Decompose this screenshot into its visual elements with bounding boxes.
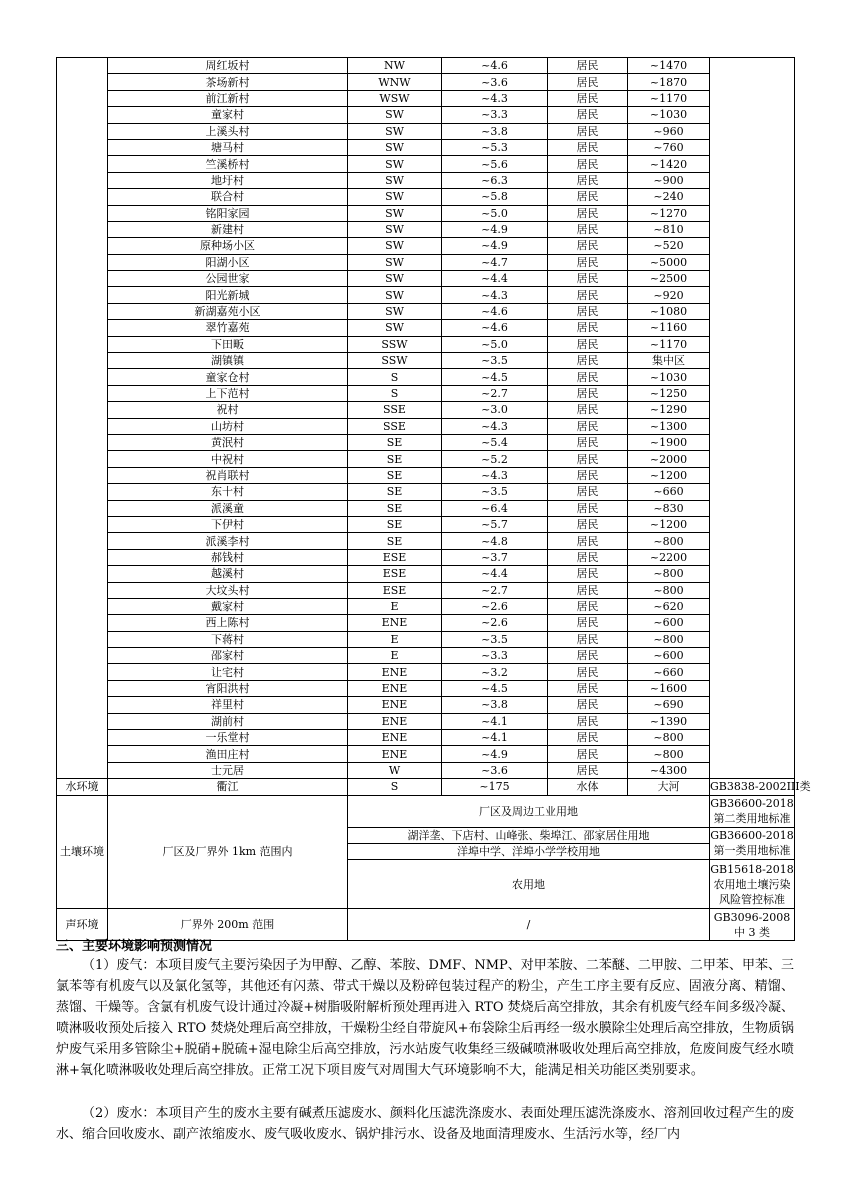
table-row — [57, 353, 795, 369]
receptor-type: 居民 — [548, 172, 628, 188]
receptor-scale: ~600 — [628, 648, 710, 664]
water-scale: 大河 — [628, 779, 710, 795]
table-row — [57, 271, 795, 287]
table-row — [57, 697, 795, 713]
category-cell-air — [57, 58, 108, 779]
soil-area: 厂区及周边工业用地 — [348, 795, 710, 827]
receptor-name: 让宅村 — [108, 664, 348, 680]
receptor-distance: ~4.3 — [442, 287, 548, 303]
receptor-scale: ~800 — [628, 631, 710, 647]
receptor-type: 居民 — [548, 615, 628, 631]
receptor-name: 阳光新城 — [108, 287, 348, 303]
table-row — [57, 451, 795, 467]
water-direction: S — [348, 779, 442, 795]
table-row — [57, 598, 795, 614]
receptor-name: 茶场新村 — [108, 74, 348, 90]
receptor-scale: ~1300 — [628, 418, 710, 434]
receptor-type: 居民 — [548, 680, 628, 696]
receptor-name: 祝肖联村 — [108, 467, 348, 483]
receptor-name: 翠竹嘉苑 — [108, 320, 348, 336]
receptor-direction: ESE — [348, 549, 442, 565]
noise-standard: GB3096-2008 中 3 类 — [710, 909, 795, 941]
receptor-direction: SW — [348, 221, 442, 237]
soil-area: 农用地 — [348, 860, 710, 909]
soil-standard: GB36600-2018 第二类用地标准 — [710, 797, 794, 826]
receptor-direction: SE — [348, 484, 442, 500]
table-row — [57, 287, 795, 303]
table-row — [57, 172, 795, 188]
receptor-scale: ~660 — [628, 484, 710, 500]
receptor-name: 邵家村 — [108, 648, 348, 664]
receptor-direction: SE — [348, 434, 442, 450]
receptor-type: 居民 — [548, 500, 628, 516]
receptor-scale: ~1170 — [628, 90, 710, 106]
receptor-scale: ~1250 — [628, 385, 710, 401]
receptor-distance: ~3.5 — [442, 631, 548, 647]
receptor-type: 居民 — [548, 107, 628, 123]
receptor-name: 东十村 — [108, 484, 348, 500]
sensitive-receptor-table — [56, 57, 811, 941]
receptor-distance: ~4.5 — [442, 680, 548, 696]
table-row-water — [57, 779, 795, 795]
receptor-scale: ~1390 — [628, 713, 710, 729]
receptor-distance: ~3.3 — [442, 648, 548, 664]
receptor-name: 中祝村 — [108, 451, 348, 467]
receptor-distance: ~6.3 — [442, 172, 548, 188]
receptor-type: 居民 — [548, 238, 628, 254]
table-row — [57, 238, 795, 254]
table-row — [57, 139, 795, 155]
category-cell: 土壤环境 — [57, 795, 108, 909]
receptor-scale: ~800 — [628, 730, 710, 746]
table-row — [57, 500, 795, 516]
receptor-distance: ~4.6 — [442, 58, 548, 74]
receptor-type: 居民 — [548, 664, 628, 680]
receptor-scale: ~1080 — [628, 303, 710, 319]
receptor-type: 居民 — [548, 582, 628, 598]
receptor-scale: ~1420 — [628, 156, 710, 172]
receptor-distance: ~4.6 — [442, 303, 548, 319]
receptor-scale: ~4300 — [628, 762, 710, 778]
receptor-name: 祝村 — [108, 402, 348, 418]
table-row — [57, 516, 795, 532]
receptor-scale: ~1870 — [628, 74, 710, 90]
receptor-type: 居民 — [548, 139, 628, 155]
receptor-name: 公园世家 — [108, 271, 348, 287]
table-row — [57, 434, 795, 450]
receptor-distance: ~4.1 — [442, 730, 548, 746]
receptor-direction: NW — [348, 58, 442, 74]
receptor-name: 上溪头村 — [108, 123, 348, 139]
receptor-type: 居民 — [548, 287, 628, 303]
receptor-direction: SE — [348, 516, 442, 532]
receptor-name: 越溪村 — [108, 566, 348, 582]
receptor-direction: SE — [348, 451, 442, 467]
receptor-scale: ~800 — [628, 533, 710, 549]
receptor-distance: ~3.3 — [442, 107, 548, 123]
receptor-scale: ~1200 — [628, 516, 710, 532]
receptor-direction: SW — [348, 123, 442, 139]
receptor-type: 居民 — [548, 221, 628, 237]
receptor-distance: ~4.3 — [442, 467, 548, 483]
receptor-direction: SW — [348, 271, 442, 287]
receptor-scale: ~830 — [628, 500, 710, 516]
table-row — [57, 221, 795, 237]
receptor-scale: ~1160 — [628, 320, 710, 336]
receptor-distance: ~4.9 — [442, 221, 548, 237]
receptor-direction: SSW — [348, 353, 442, 369]
receptor-scale: ~1600 — [628, 680, 710, 696]
receptor-type: 居民 — [548, 402, 628, 418]
receptor-name: 祥里村 — [108, 697, 348, 713]
receptor-name: 下蒋村 — [108, 631, 348, 647]
receptor-type: 居民 — [548, 320, 628, 336]
receptor-type: 居民 — [548, 451, 628, 467]
receptor-distance: ~2.6 — [442, 598, 548, 614]
receptor-type: 居民 — [548, 385, 628, 401]
table-row — [57, 90, 795, 106]
receptor-direction: SW — [348, 287, 442, 303]
receptor-name: 前江新村 — [108, 90, 348, 106]
table-row — [57, 730, 795, 746]
receptor-type: 居民 — [548, 566, 628, 582]
receptor-type: 居民 — [548, 713, 628, 729]
receptor-type: 居民 — [548, 123, 628, 139]
table-row — [57, 746, 795, 762]
receptor-name: 原种场小区 — [108, 238, 348, 254]
receptor-distance: ~5.7 — [442, 516, 548, 532]
receptor-type: 居民 — [548, 746, 628, 762]
receptor-distance: ~4.3 — [442, 90, 548, 106]
soil-scope: 厂区及厂界外 1km 范围内 — [108, 795, 348, 909]
water-name: 衢江 — [108, 779, 348, 795]
receptor-type: 居民 — [548, 467, 628, 483]
receptor-direction: SW — [348, 205, 442, 221]
receptor-type: 居民 — [548, 434, 628, 450]
receptor-scale: ~660 — [628, 664, 710, 680]
receptor-type: 居民 — [548, 369, 628, 385]
receptor-distance: ~3.0 — [442, 402, 548, 418]
receptor-scale: ~2500 — [628, 271, 710, 287]
receptor-distance: ~2.7 — [442, 385, 548, 401]
receptor-scale: ~900 — [628, 172, 710, 188]
receptor-direction: ENE — [348, 730, 442, 746]
receptor-scale: ~810 — [628, 221, 710, 237]
table-row — [57, 205, 795, 221]
receptor-name: 一乐堂村 — [108, 730, 348, 746]
receptor-direction: ENE — [348, 713, 442, 729]
receptor-direction: SSE — [348, 418, 442, 434]
receptor-distance: ~4.1 — [442, 713, 548, 729]
receptor-type: 居民 — [548, 189, 628, 205]
category-cell: 水环境 — [57, 779, 108, 795]
receptor-scale: ~5000 — [628, 254, 710, 270]
receptor-name: 山坊村 — [108, 418, 348, 434]
receptor-type: 居民 — [548, 353, 628, 369]
receptor-scale: ~1900 — [628, 434, 710, 450]
receptor-direction: SW — [348, 172, 442, 188]
soil-area: 湖洋垄、下店村、山峰张、柴埠江、邵家居住用地 — [348, 827, 710, 843]
receptor-distance: ~5.0 — [442, 336, 548, 352]
receptor-direction: SE — [348, 500, 442, 516]
receptor-distance: ~3.8 — [442, 697, 548, 713]
table-row — [57, 582, 795, 598]
receptor-direction: SW — [348, 254, 442, 270]
receptor-distance: ~3.2 — [442, 664, 548, 680]
table-row — [57, 156, 795, 172]
receptor-distance: ~4.8 — [442, 533, 548, 549]
receptor-name: 上下范村 — [108, 385, 348, 401]
receptor-type: 居民 — [548, 156, 628, 172]
receptor-distance: ~5.6 — [442, 156, 548, 172]
receptor-type: 居民 — [548, 697, 628, 713]
receptor-distance: ~2.6 — [442, 615, 548, 631]
receptor-direction: SW — [348, 139, 442, 155]
receptor-distance: ~2.7 — [442, 582, 548, 598]
receptor-scale: ~1030 — [628, 369, 710, 385]
table-row — [57, 369, 795, 385]
receptor-distance: ~4.3 — [442, 418, 548, 434]
receptor-direction: SW — [348, 320, 442, 336]
receptor-type: 居民 — [548, 303, 628, 319]
noise-value: / — [348, 909, 710, 941]
receptor-type: 居民 — [548, 516, 628, 532]
table-row-soil — [57, 795, 795, 827]
soil-area: 洋埠中学、洋埠小学学校用地 — [348, 843, 710, 859]
receptor-direction: WSW — [348, 90, 442, 106]
paragraph-wastewater: （2）废水：本项目产生的废水主要有碱煮压滤废水、颜料化压滤洗涤废水、表面处理压滤洗涤废水、溶剂回收过程产生的废水、缩合回收废水、副产浓缩废水、废气吸收废水、锅炉排污水、设备及地面清理废水、生活污水等，经厂内 — [56, 1106, 794, 1142]
receptor-direction: E — [348, 598, 442, 614]
receptor-direction: SSE — [348, 402, 442, 418]
table-row — [57, 648, 795, 664]
receptor-distance: ~5.3 — [442, 139, 548, 155]
receptor-name: 湖前村 — [108, 713, 348, 729]
receptor-scale: ~2200 — [628, 549, 710, 565]
receptor-name: 童家村 — [108, 107, 348, 123]
table-row — [57, 385, 795, 401]
receptor-distance: ~4.4 — [442, 271, 548, 287]
receptor-direction: S — [348, 369, 442, 385]
receptor-distance: ~4.4 — [442, 566, 548, 582]
table-row — [57, 123, 795, 139]
receptor-scale: ~1170 — [628, 336, 710, 352]
receptor-scale: ~620 — [628, 598, 710, 614]
receptor-scale: ~600 — [628, 615, 710, 631]
receptor-distance: ~4.5 — [442, 369, 548, 385]
receptor-scale: ~800 — [628, 582, 710, 598]
section-title: 三、主要环境影响预测情况 — [56, 939, 213, 954]
table-row — [57, 189, 795, 205]
receptor-type: 居民 — [548, 549, 628, 565]
table-row — [57, 664, 795, 680]
receptor-name: 宵阳洪村 — [108, 680, 348, 696]
receptor-scale: ~1470 — [628, 58, 710, 74]
table-row — [57, 254, 795, 270]
receptor-name: 黄泯村 — [108, 434, 348, 450]
receptor-direction: E — [348, 631, 442, 647]
receptor-type: 居民 — [548, 648, 628, 664]
receptor-name: 派溪李村 — [108, 533, 348, 549]
receptor-name: 童家仓村 — [108, 369, 348, 385]
table-row — [57, 74, 795, 90]
receptor-direction: S — [348, 385, 442, 401]
table-row — [57, 107, 795, 123]
receptor-type: 居民 — [548, 58, 628, 74]
table-row — [57, 631, 795, 647]
receptor-scale: ~240 — [628, 189, 710, 205]
receptor-direction: SW — [348, 189, 442, 205]
receptor-direction: ENE — [348, 615, 442, 631]
receptor-direction: SW — [348, 156, 442, 172]
receptor-distance: ~4.9 — [442, 746, 548, 762]
receptor-direction: ESE — [348, 566, 442, 582]
table-row — [57, 303, 795, 319]
receptor-distance: ~4.6 — [442, 320, 548, 336]
receptor-name: 塘马村 — [108, 139, 348, 155]
table-row — [57, 402, 795, 418]
receptor-distance: ~5.4 — [442, 434, 548, 450]
receptor-scale: ~1270 — [628, 205, 710, 221]
receptor-type: 居民 — [548, 418, 628, 434]
receptor-type: 居民 — [548, 271, 628, 287]
receptor-direction: SE — [348, 467, 442, 483]
receptor-type: 居民 — [548, 730, 628, 746]
receptor-distance: ~3.5 — [442, 353, 548, 369]
table-row — [57, 58, 795, 74]
receptor-scale: ~760 — [628, 139, 710, 155]
receptor-distance: ~6.4 — [442, 500, 548, 516]
receptor-direction: SE — [348, 533, 442, 549]
table-row — [57, 467, 795, 483]
receptor-type: 居民 — [548, 336, 628, 352]
receptor-name: 竺溪桥村 — [108, 156, 348, 172]
receptor-type: 居民 — [548, 533, 628, 549]
receptor-name: 新湖嘉苑小区 — [108, 303, 348, 319]
table-row — [57, 762, 795, 778]
receptor-type: 居民 — [548, 74, 628, 90]
table-row — [57, 336, 795, 352]
paragraph-exhaust-gas: （1）废气：本项目废气主要污染因子为甲醇、乙醇、苯胺、DMF、NMP、对甲苯胺、二苯醚、二甲胺、二甲苯、甲苯、三氯苯等有机废气以及氯化氢等，其他还有闪蒸、带式干燥以及粉碎包装过程产的粉尘，产生工序主要有反应、固液分离、精馏、蒸馏、干燥等。含氯有机废气设计通过冷凝+树脂吸附解析预处理再进入 RTO 焚烧后高空排放，其余有机废气经车间多级冷凝、喷淋吸收预处后接入 RTO 焚烧处理后高空排放，干燥粉尘经自带旋风+布袋除尘后再经一级水膜除尘处理后高空排放，生物质锅炉废气采用多管除尘+脱硝+脱硫+湿电除尘后高空排放，污水站废气收集经三级碱喷淋吸收处理后高空排放，危废间废气经水喷淋+氧化喷淋吸收处理后高空排放。正常工况下项目废气对周围大气环境影响不大，能满足相关功能区类别要求。 — [56, 958, 794, 1078]
table-row — [57, 549, 795, 565]
receptor-distance: ~3.6 — [442, 762, 548, 778]
receptor-scale: ~1290 — [628, 402, 710, 418]
receptor-distance: ~3.7 — [442, 549, 548, 565]
water-type: 水体 — [548, 779, 628, 795]
receptor-type: 居民 — [548, 598, 628, 614]
table-row — [57, 484, 795, 500]
receptor-type: 居民 — [548, 631, 628, 647]
noise-scope: 厂界外 200m 范围 — [108, 909, 348, 941]
receptor-distance: ~4.7 — [442, 254, 548, 270]
receptor-name: 派溪童 — [108, 500, 348, 516]
receptor-direction: SW — [348, 107, 442, 123]
receptor-direction: ENE — [348, 697, 442, 713]
receptor-distance: ~5.2 — [442, 451, 548, 467]
receptor-scale: ~1030 — [628, 107, 710, 123]
receptor-name: 渔田庄村 — [108, 746, 348, 762]
standard-cell-air — [710, 58, 795, 779]
soil-standard: GB36600-2018 第一类用地标准 — [710, 827, 795, 860]
receptor-scale: ~920 — [628, 287, 710, 303]
category-cell: 声环境 — [57, 909, 108, 941]
receptor-name: 大坟头村 — [108, 582, 348, 598]
receptor-scale: ~800 — [628, 746, 710, 762]
receptor-name: 下伊村 — [108, 516, 348, 532]
water-distance: ~175 — [442, 779, 548, 795]
table-row — [57, 680, 795, 696]
receptor-name: 郝钱村 — [108, 549, 348, 565]
receptor-direction: ENE — [348, 680, 442, 696]
receptor-name: 士元居 — [108, 762, 348, 778]
receptor-name: 阳湖小区 — [108, 254, 348, 270]
receptor-direction: SSW — [348, 336, 442, 352]
receptor-distance: ~3.6 — [442, 74, 548, 90]
receptor-direction: SW — [348, 303, 442, 319]
receptor-distance: ~5.0 — [442, 205, 548, 221]
receptor-direction: E — [348, 648, 442, 664]
receptor-distance: ~5.8 — [442, 189, 548, 205]
water-standard: GB3838-2002III类 — [710, 780, 811, 794]
receptor-distance: ~3.5 — [442, 484, 548, 500]
receptor-direction: ENE — [348, 746, 442, 762]
receptor-direction: SW — [348, 238, 442, 254]
receptor-direction: ENE — [348, 664, 442, 680]
receptor-name: 下田畈 — [108, 336, 348, 352]
table-row — [57, 533, 795, 549]
receptor-direction: W — [348, 762, 442, 778]
receptor-name: 地圩村 — [108, 172, 348, 188]
receptor-distance: ~4.9 — [442, 238, 548, 254]
table-row — [57, 566, 795, 582]
receptor-name: 铭阳家园 — [108, 205, 348, 221]
receptor-direction: WNW — [348, 74, 442, 90]
table-row — [57, 320, 795, 336]
receptor-scale: ~690 — [628, 697, 710, 713]
receptor-scale: ~1200 — [628, 467, 710, 483]
receptor-distance: ~3.8 — [442, 123, 548, 139]
table-row — [57, 615, 795, 631]
receptor-scale: ~2000 — [628, 451, 710, 467]
receptor-scale: ~800 — [628, 566, 710, 582]
table-row — [57, 418, 795, 434]
receptor-name: 周红坂村 — [108, 58, 348, 74]
receptor-type: 居民 — [548, 90, 628, 106]
receptor-name: 新建村 — [108, 221, 348, 237]
receptor-type: 居民 — [548, 484, 628, 500]
table-row — [57, 713, 795, 729]
receptor-direction: ESE — [348, 582, 442, 598]
receptor-type: 居民 — [548, 254, 628, 270]
receptor-scale: 集中区 — [628, 353, 710, 369]
receptor-name: 湖镇镇 — [108, 353, 348, 369]
receptor-name: 戴家村 — [108, 598, 348, 614]
receptor-scale: ~960 — [628, 123, 710, 139]
receptor-scale: ~520 — [628, 238, 710, 254]
soil-standard: GB15618-2018 农用地土壤污染风险管控标准 — [710, 860, 795, 909]
receptor-name: 西上陈村 — [108, 615, 348, 631]
receptor-name: 联合村 — [108, 189, 348, 205]
receptor-type: 居民 — [548, 205, 628, 221]
receptor-type: 居民 — [548, 762, 628, 778]
